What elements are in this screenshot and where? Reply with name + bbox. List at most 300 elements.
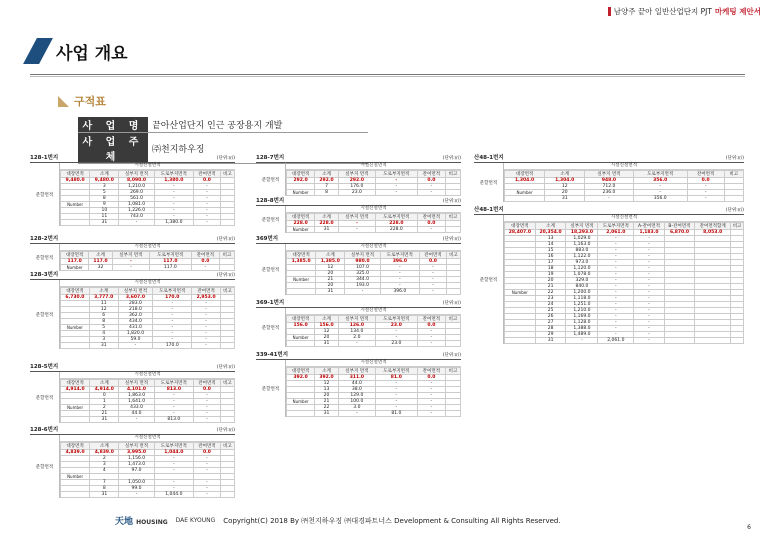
table-cell: -: [194, 480, 221, 486]
table-cell: 31: [315, 227, 338, 233]
row-label-cell: Number: [505, 290, 536, 296]
split-area-label: 분할면적: [30, 163, 60, 226]
lot-title: 128-7번지: [256, 155, 285, 161]
table-cell: 1,820.0: [118, 331, 153, 337]
total-cell: 392.0: [315, 375, 338, 381]
total-cell: 228.0: [287, 221, 315, 227]
column-header: 실부지 면적: [338, 316, 375, 323]
unit-label: (단위:㎡): [442, 199, 461, 204]
unit-label: (단위:㎡): [725, 156, 744, 161]
table-cell: 31: [315, 341, 338, 347]
column-header: 비고: [724, 171, 743, 178]
table-cell: -: [338, 341, 375, 347]
column-header: 소계: [545, 171, 585, 178]
total-cell: 3,777.0: [89, 295, 118, 301]
lot-table: [60, 170, 235, 226]
table-cell: 3: [90, 462, 119, 468]
table-cell: -: [194, 492, 221, 498]
lot-header: [256, 155, 461, 163]
table-row: [287, 289, 461, 295]
table-cell: -: [420, 283, 447, 289]
lot-body: [256, 308, 461, 347]
table-cell: -: [598, 278, 634, 284]
table-cell: 12: [315, 329, 338, 335]
table-cell: 134.0: [338, 329, 375, 335]
table-cell: 8: [90, 486, 119, 492]
table-cell: -: [194, 417, 221, 423]
overview-row: [78, 117, 368, 133]
table-cell: -: [153, 337, 192, 343]
total-cell: 6,730.0: [61, 295, 90, 301]
total-cell: 9,480.0: [61, 178, 90, 184]
table-cell: 10: [90, 208, 119, 214]
table-cell: 743.0: [119, 214, 154, 220]
table-cell: -: [634, 278, 664, 284]
table-cell: -: [345, 289, 380, 295]
table-cell: 31: [535, 338, 566, 344]
table-header-row: [61, 171, 235, 178]
table-caption: 시설신설면적: [60, 372, 235, 379]
table-caption: 시설신설면적: [286, 244, 461, 251]
table-cell: 7: [315, 184, 338, 190]
row-label-cell: [287, 341, 315, 347]
row-label-cell: [505, 196, 545, 202]
table-cell: 25: [535, 308, 566, 314]
table-cell: 20: [316, 283, 345, 289]
table-cell: 3: [90, 184, 119, 190]
table-cell: 236.0: [585, 190, 633, 196]
table-cell: 4: [90, 468, 119, 474]
total-cell: 4,914.0: [90, 387, 119, 393]
column-header: 도로부지면적: [375, 171, 417, 178]
table-cell: 31: [90, 417, 119, 423]
total-cell: 948.0: [585, 178, 633, 184]
total-cell: 4,101.0: [119, 387, 154, 393]
table-cell: -: [194, 190, 221, 196]
table-cell: 1,169.0: [566, 314, 598, 320]
table-cell: -: [154, 486, 193, 492]
table-row: [287, 411, 461, 417]
table-cell: 840.0: [566, 284, 598, 290]
table-cell: -: [598, 260, 634, 266]
table-cell: -: [194, 411, 221, 417]
column-header: 대장면적: [505, 223, 536, 230]
table-cell: -: [194, 208, 221, 214]
table-header-row: [287, 214, 461, 221]
column-header: 도로부지면적: [153, 288, 192, 295]
table-cell: -: [192, 301, 221, 307]
table-cell: -: [192, 337, 221, 343]
table-cell: -: [192, 325, 221, 331]
table-cell: 4: [89, 331, 118, 337]
lot-table: [286, 251, 461, 295]
table-cell: 269.0: [119, 190, 154, 196]
lot-title: 산48-1번지: [474, 207, 504, 213]
table-cell: 27: [535, 320, 566, 326]
column-header: 실부지 면적: [119, 443, 154, 450]
header-bar: [608, 6, 761, 17]
column-header: 실부지 면적: [338, 214, 375, 221]
table-cell: 1,156.0: [119, 456, 154, 462]
total-cell: 392.0: [287, 375, 315, 381]
column-header: 도로부지면적: [598, 223, 634, 230]
total-cell: 126.0: [338, 323, 375, 329]
row-label-cell: [61, 343, 90, 349]
table-cell: -: [194, 462, 221, 468]
page-title-group: [30, 38, 128, 64]
table-caption: 시설신설면적: [60, 280, 235, 287]
row-label-cell: Number: [287, 227, 315, 233]
table-header-row: [287, 316, 461, 323]
table-cell: 107.0: [345, 265, 380, 271]
table-cell: 356.0: [633, 196, 687, 202]
table-header-row: [505, 223, 744, 230]
lot-table: [286, 213, 461, 233]
table-cell: 362.0: [118, 313, 153, 319]
table-cell: -: [598, 254, 634, 260]
column-header: 소계: [89, 288, 118, 295]
table-cell: -: [598, 332, 634, 338]
table-cell: 31: [545, 196, 585, 202]
table-cell: -: [154, 214, 193, 220]
lot-grid: [60, 244, 235, 271]
table-caption: 시설신설면적: [286, 206, 461, 213]
table-row: [287, 190, 461, 196]
table-cell: -: [420, 265, 447, 271]
table-cell: -: [634, 254, 664, 260]
table-cell: 20: [535, 278, 566, 284]
split-area-label: 분할면적: [256, 360, 286, 417]
table-cell: -: [634, 338, 664, 344]
table-cell: 13: [535, 236, 566, 242]
total-cell: 356.0: [633, 178, 687, 184]
table-cell: -: [687, 190, 724, 196]
split-area-label: 분할면적: [256, 244, 286, 295]
table-row: [287, 341, 461, 347]
table-cell: -: [375, 329, 417, 335]
empty-cell: [446, 190, 461, 196]
unit-label: (단위:㎡): [216, 156, 235, 161]
lot-body: [30, 244, 235, 271]
total-cell: 4,914.0: [61, 387, 90, 393]
table-cell: 23.0: [338, 190, 375, 196]
column-header: 도로부지면적: [375, 368, 417, 375]
table-caption: 시설신설면적: [286, 308, 461, 315]
column-header: B-잔여면적: [664, 223, 695, 230]
table-cell: 561.0: [119, 196, 154, 202]
table-caption: 시설신설면적: [504, 215, 744, 222]
table-cell: 1,489.0: [566, 332, 598, 338]
table-cell: 31: [89, 343, 118, 349]
table-cell: -: [194, 220, 221, 226]
row-label-cell: Number: [505, 190, 545, 196]
total-cell: 292.0: [315, 178, 338, 184]
column-header: 비고: [446, 316, 461, 323]
split-area-label: 분할면적: [474, 215, 504, 344]
column-header: 비고: [731, 223, 744, 230]
column-header: 대장면적: [287, 368, 315, 375]
table-cell: -: [598, 242, 634, 248]
table-cell: -: [634, 272, 664, 278]
row-label-cell: Number: [287, 277, 316, 283]
row-label-cell: Number: [61, 405, 90, 411]
column-header: 소계: [315, 316, 338, 323]
table-cell: -: [417, 190, 445, 196]
lot-body: [474, 215, 744, 344]
table-cell: -: [598, 302, 634, 308]
split-area-label: 분할면적: [256, 206, 286, 233]
table-cell: -: [417, 335, 445, 341]
lot-grid: [60, 372, 235, 423]
table-cell: -: [634, 314, 664, 320]
table-cell: 2.0: [338, 335, 375, 341]
table-cell: -: [154, 196, 193, 202]
logo-sub: HOUSING: [136, 519, 168, 526]
lot-block: [256, 300, 461, 347]
column-header: 대장면적: [287, 214, 315, 221]
table-cell: 21: [315, 399, 338, 405]
table-cell: 23.0: [375, 341, 417, 347]
table-cell: -: [420, 277, 447, 283]
split-area-label: 분할면적: [30, 435, 60, 498]
table-cell: 2,061.0: [598, 338, 634, 344]
table-cell: 12: [89, 307, 118, 313]
column-header: 대장면적: [61, 252, 89, 259]
table-cell: -: [598, 266, 634, 272]
table-header-row: [287, 252, 461, 259]
column-header: 비고: [220, 252, 235, 259]
table-cell: -: [598, 320, 634, 326]
overview-value: ㈜천지하우징: [148, 133, 368, 164]
total-cell: -: [375, 178, 417, 184]
column-header: 실부지 면적: [338, 368, 375, 375]
table-row: [61, 343, 235, 349]
split-area-label: 분할면적: [30, 372, 60, 423]
lot-body: [256, 163, 461, 196]
total-cell: 8,053.0: [695, 230, 731, 236]
table-cell: -: [154, 411, 193, 417]
table-cell: 883.0: [566, 248, 598, 254]
table-cell: 1,210.0: [566, 308, 598, 314]
column-header: 잔여면적: [420, 252, 447, 259]
table-cell: 14: [535, 242, 566, 248]
table-cell: -: [634, 266, 664, 272]
total-cell: 3,607.0: [118, 295, 153, 301]
column-header: 도로부지면적: [375, 316, 417, 323]
total-cell: 1,183.0: [634, 230, 664, 236]
lot-table: [504, 170, 744, 202]
table-cell: -: [154, 190, 193, 196]
total-cell: 156.0: [315, 323, 338, 329]
total-cell: 980.0: [345, 259, 380, 265]
table-cell: -: [598, 236, 634, 242]
empty-cell: [724, 196, 743, 202]
table-cell: -: [634, 260, 664, 266]
split-area-label: 분할면적: [474, 163, 504, 202]
total-cell: 6,870.0: [664, 230, 695, 236]
copyright: Copyright(C) 2018 By ㈜천지하우징 ㈜대경파트너스 Development & Consulting All Rights Reserved.: [223, 516, 561, 525]
table-cell: 81.0: [375, 411, 417, 417]
table-cell: -: [154, 208, 193, 214]
table-cell: 31: [315, 411, 338, 417]
table-cell: 1,388.0: [566, 326, 598, 332]
table-cell: -: [634, 248, 664, 254]
row-label-cell: Number: [287, 190, 315, 196]
lot-grid: [286, 206, 461, 233]
table-cell: 23: [535, 296, 566, 302]
table-cell: 20: [545, 190, 585, 196]
column-header: 비고: [221, 288, 235, 295]
table-cell: -: [687, 196, 724, 202]
table-cell: -: [420, 289, 447, 295]
daekyoung-logo: DAE KYOUNG: [175, 517, 216, 524]
row-label-cell: [61, 417, 90, 423]
total-cell: 20,354.0: [535, 230, 566, 236]
page-number: 6: [747, 524, 751, 531]
unit-label: (단위:㎡): [216, 365, 235, 370]
column-header: 대장면적: [61, 171, 90, 178]
column-header: 도로부지면적: [149, 252, 191, 259]
table-cell: -: [417, 329, 445, 335]
total-cell: 9,480.0: [90, 178, 119, 184]
empty-cell: [221, 343, 235, 349]
total-cell: 0.0: [194, 178, 221, 184]
lot-title: 128-2번지: [30, 236, 59, 242]
total-cell: 2,953.0: [192, 295, 221, 301]
unit-label: (단위:㎡): [442, 156, 461, 161]
empty-cell: [446, 227, 461, 233]
table-cell: -: [375, 190, 417, 196]
table-cell: -: [598, 308, 634, 314]
lot-table: [286, 170, 461, 196]
table-cell: -: [119, 220, 154, 226]
column-header: 비고: [446, 368, 461, 375]
table-cell: 26: [535, 314, 566, 320]
table-cell: 1,118.0: [566, 296, 598, 302]
lot-body: [256, 244, 461, 295]
column-header: 소계: [315, 368, 338, 375]
table-cell: 59.0: [118, 337, 153, 343]
column-header: 소계: [89, 252, 112, 259]
table-cell: -: [598, 272, 634, 278]
table-cell: 24: [535, 302, 566, 308]
column-header: A-잔여면적: [634, 223, 664, 230]
overview-key: 사 업 주 체: [78, 133, 148, 164]
table-cell: -: [634, 290, 664, 296]
total-cell: 4,839.0: [61, 450, 90, 456]
column-header: 도로부지면적: [380, 252, 419, 259]
table-caption: 시설신설면적: [60, 435, 235, 442]
table-cell: -: [194, 486, 221, 492]
column-header: 도로부지면적: [375, 214, 417, 221]
table-cell: 18: [535, 266, 566, 272]
lot-body: [256, 206, 461, 233]
table-cell: -: [417, 405, 445, 411]
table-cell: -: [154, 393, 193, 399]
table-cell: 1,044.0: [154, 492, 193, 498]
total-cell: 0.0: [420, 259, 447, 265]
lot-body: [30, 372, 235, 423]
total-cell: 813.0: [154, 387, 193, 393]
table-caption: 시설신설면적: [504, 163, 744, 170]
table-cell: 20: [316, 271, 345, 277]
table-cell: -: [194, 196, 221, 202]
total-cell: 2,061.0: [598, 230, 634, 236]
column-header: 실부지 면적: [112, 252, 149, 259]
table-cell: 5: [89, 325, 118, 331]
column-header: 대장면적: [287, 171, 315, 178]
table-cell: -: [375, 405, 417, 411]
lot-body: [474, 163, 744, 202]
total-cell: -: [112, 259, 149, 265]
lot-grid: [286, 163, 461, 196]
table-cell: -: [417, 387, 445, 393]
table-cell: 344.0: [345, 277, 380, 283]
total-cell: 1,385.0: [316, 259, 345, 265]
table-cell: 325.0: [345, 271, 380, 277]
table-cell: -: [192, 313, 221, 319]
lot-title: 339-41번지: [256, 352, 289, 358]
table-header-row: [61, 288, 235, 295]
table-cell: 15: [535, 248, 566, 254]
table-header-row: [61, 443, 235, 450]
table-cell: 1,380.0: [154, 220, 193, 226]
lot-grid: [60, 435, 235, 498]
lot-block: [30, 236, 235, 271]
row-label-cell: [505, 338, 536, 344]
row-label-cell: [61, 492, 90, 498]
table-cell: -: [634, 284, 664, 290]
chunji-logo: [115, 514, 168, 527]
table-cell: -: [119, 492, 154, 498]
total-cell: 1,304.0: [505, 178, 545, 184]
empty-cell: [220, 220, 234, 226]
table-cell: -: [598, 290, 634, 296]
table-cell: 1,029.0: [566, 236, 598, 242]
table-cell: -: [634, 320, 664, 326]
column-header: 대장면적: [505, 171, 545, 178]
lot-title: 산48-1번지: [474, 155, 504, 161]
lot-grid: [286, 308, 461, 347]
unit-label: (단위:㎡): [442, 301, 461, 306]
column-header: 대장면적: [61, 380, 90, 387]
table-cell: -: [634, 302, 664, 308]
table-cell: -: [375, 399, 417, 405]
table-cell: -: [634, 332, 664, 338]
table-cell: -: [417, 341, 445, 347]
table-cell: 20: [315, 393, 338, 399]
column-header: 잔여면적: [417, 368, 445, 375]
lot-header: [474, 155, 744, 163]
table-cell: -: [194, 399, 221, 405]
column-header: 비고: [446, 252, 460, 259]
table-cell: -: [375, 184, 417, 190]
table-cell: 1,641.0: [119, 399, 154, 405]
table-header-row: [61, 380, 235, 387]
lot-block: [256, 352, 461, 417]
page-title: 사업 개요: [56, 43, 128, 64]
row-label-cell: Number: [287, 335, 315, 341]
table-header-row: [287, 368, 461, 375]
table-cell: 1,863.0: [119, 393, 154, 399]
column-header: 도로부지면적: [154, 171, 193, 178]
column-header: 소계: [315, 214, 338, 221]
empty-cell: [446, 411, 461, 417]
total-cell: 81.0: [375, 375, 417, 381]
total-cell: 8,090.0: [119, 178, 154, 184]
column-header: 잔여면적: [417, 214, 445, 221]
table-cell: -: [112, 265, 149, 271]
